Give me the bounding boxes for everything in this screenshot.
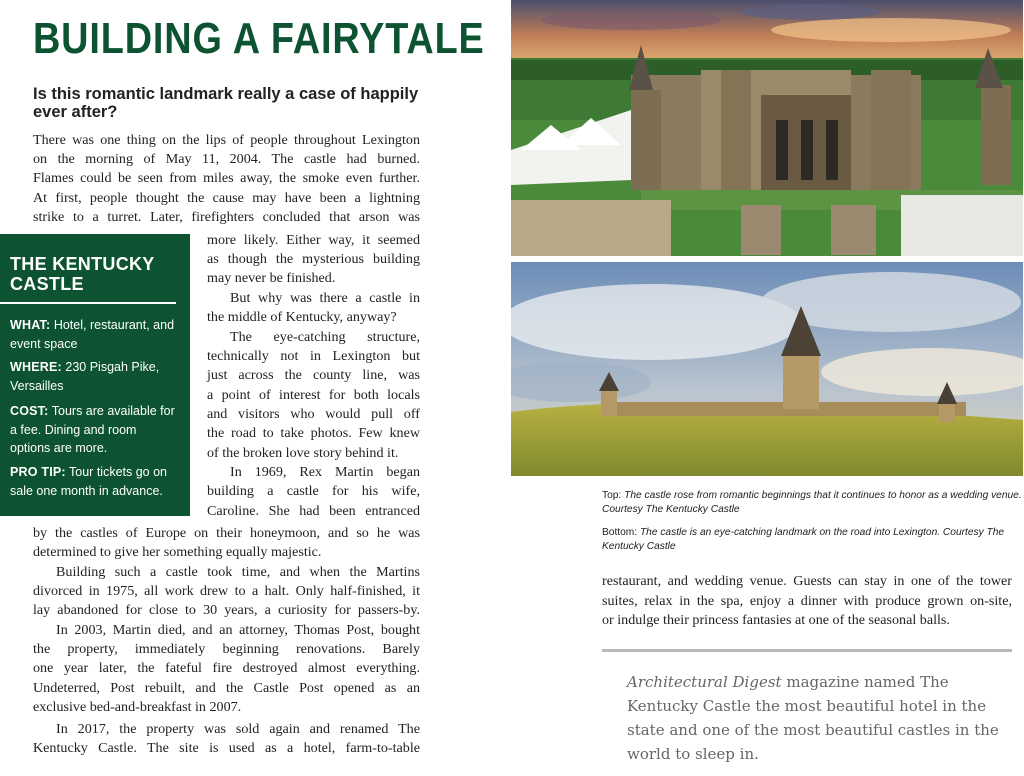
sidebar-item-text: Tour tickets go on sale one month in advance. <box>10 465 167 498</box>
body-line: or indulge their princess fantasies at one of the seasonal balls. <box>602 612 950 628</box>
body-line: just across the county line, was <box>207 367 420 383</box>
body-line: one year later, the fateful fire destroyed almost everything. <box>33 660 420 676</box>
body-line: the road to take photos. Few knew <box>207 425 420 441</box>
pullquote-publication: Architectural Digest <box>627 673 782 691</box>
caption-text: The castle is an eye-catching landmark on the road into Lexington. Courtesy The Kentucky Castle <box>602 527 1005 552</box>
body-line: Caroline. She had been entranced <box>207 503 420 519</box>
bottom-photo-caption <box>602 526 1022 554</box>
sidebar-item-what <box>10 316 178 353</box>
top-photo-caption <box>602 489 1022 517</box>
body-line: In 2003, Martin died, and an attorney, Thomas Post, bought <box>56 622 420 638</box>
body-line: Undeterred, Post rebuilt, and the Castle Post opened as an <box>33 680 420 696</box>
body-line: determined to give her something equally majestic. <box>33 544 322 560</box>
body-line: may never be finished. <box>207 270 336 286</box>
sidebar-item-label: WHAT: <box>10 318 51 332</box>
body-line: a point of interest for both locals <box>207 387 420 403</box>
sidebar-item-text: 230 Pisgah Pike, Versailles <box>10 360 160 393</box>
sidebar-item-text: Hotel, restaurant, and event space <box>10 318 175 351</box>
body-line: But why was there a castle in <box>230 290 420 306</box>
body-line: lay abandoned for close to 30 years, a curiosity for passers-by. <box>33 602 420 618</box>
body-line: exclusive bed-and-breakfast in 2007. <box>33 699 242 715</box>
sidebar-item-label: PRO TIP: <box>10 465 66 479</box>
castle-aerial-photo <box>511 0 1023 256</box>
sidebar-item-cost <box>10 402 178 458</box>
sidebar-item-pro-tip <box>10 463 178 500</box>
body-line: The eye-catching structure, <box>230 329 420 345</box>
castle-hill-photo <box>511 262 1023 476</box>
caption-text: The castle rose from romantic beginnings that it continues to honor as a wedding venue. Courtesy The Kentucky Castle <box>602 490 1022 515</box>
info-sidebar <box>0 234 190 516</box>
sidebar-item-label: COST: <box>10 404 49 418</box>
body-line: the property, immediately beginning renovations. Barely <box>33 641 420 657</box>
sidebar-item-text: Tours are available for a fee. Dining and room options are more. <box>10 404 175 455</box>
sidebar-item-where <box>10 358 178 395</box>
body-line: There was one thing on the lips of people throughout Lexington <box>33 132 420 148</box>
body-line: as though the mysterious building <box>207 251 420 267</box>
pullquote-divider <box>602 649 1012 652</box>
pullquote-text: magazine named The Kentucky Castle the most beautiful hotel in the state and one of the most beautiful castles in the world to sleep in. <box>627 673 999 763</box>
body-line: and visitors who would pull off <box>207 406 420 422</box>
body-line: At first, people thought the cause may have been a lightning <box>33 190 420 206</box>
body-line: technically not in Lexington but <box>207 348 420 364</box>
body-line: Flames could be seen from miles away, the smoke even further. <box>33 170 420 186</box>
pullquote <box>627 670 1017 766</box>
body-line: by the castles of Europe on their honeymoon, and so he was <box>33 525 420 541</box>
body-line: divorced in 1975, all work drew to a halt. Only half-finished, it <box>33 583 420 599</box>
body-line: the middle of Kentucky, anyway? <box>207 309 397 325</box>
body-line: Kentucky Castle. The site is used as a hotel, farm-to-table <box>33 740 420 756</box>
body-line: building a castle for his wife, <box>207 483 420 499</box>
body-line: restaurant, and wedding venue. Guests can stay in one of the tower <box>602 573 1012 589</box>
body-line: on the morning of May 11, 2004. The castle had burned. <box>33 151 420 167</box>
body-line: suites, relax in the spa, enjoy a dinner with produce grown on-site, <box>602 593 1012 609</box>
caption-label: Top: <box>602 490 622 501</box>
sidebar-item-label: WHERE: <box>10 360 62 374</box>
article-subtitle: Is this romantic landmark really a case of happily ever after? <box>33 85 419 121</box>
body-line: strike to a turret. Later, firefighters concluded that arson was <box>33 209 420 225</box>
body-line: more likely. Either way, it seemed <box>207 232 420 248</box>
sidebar-title: THE KENTUCKY CASTLE <box>10 254 155 294</box>
body-line: In 2017, the property was sold again and renamed The <box>56 721 420 737</box>
body-line: In 1969, Rex Martin began <box>230 464 420 480</box>
article-title: BUILDING A FAIRYTALE <box>33 14 485 63</box>
body-line: of the broken love story behind it. <box>207 445 399 461</box>
body-line: Building such a castle took time, and when the Martins <box>56 564 420 580</box>
sidebar-divider <box>0 302 176 304</box>
caption-label: Bottom: <box>602 527 638 538</box>
